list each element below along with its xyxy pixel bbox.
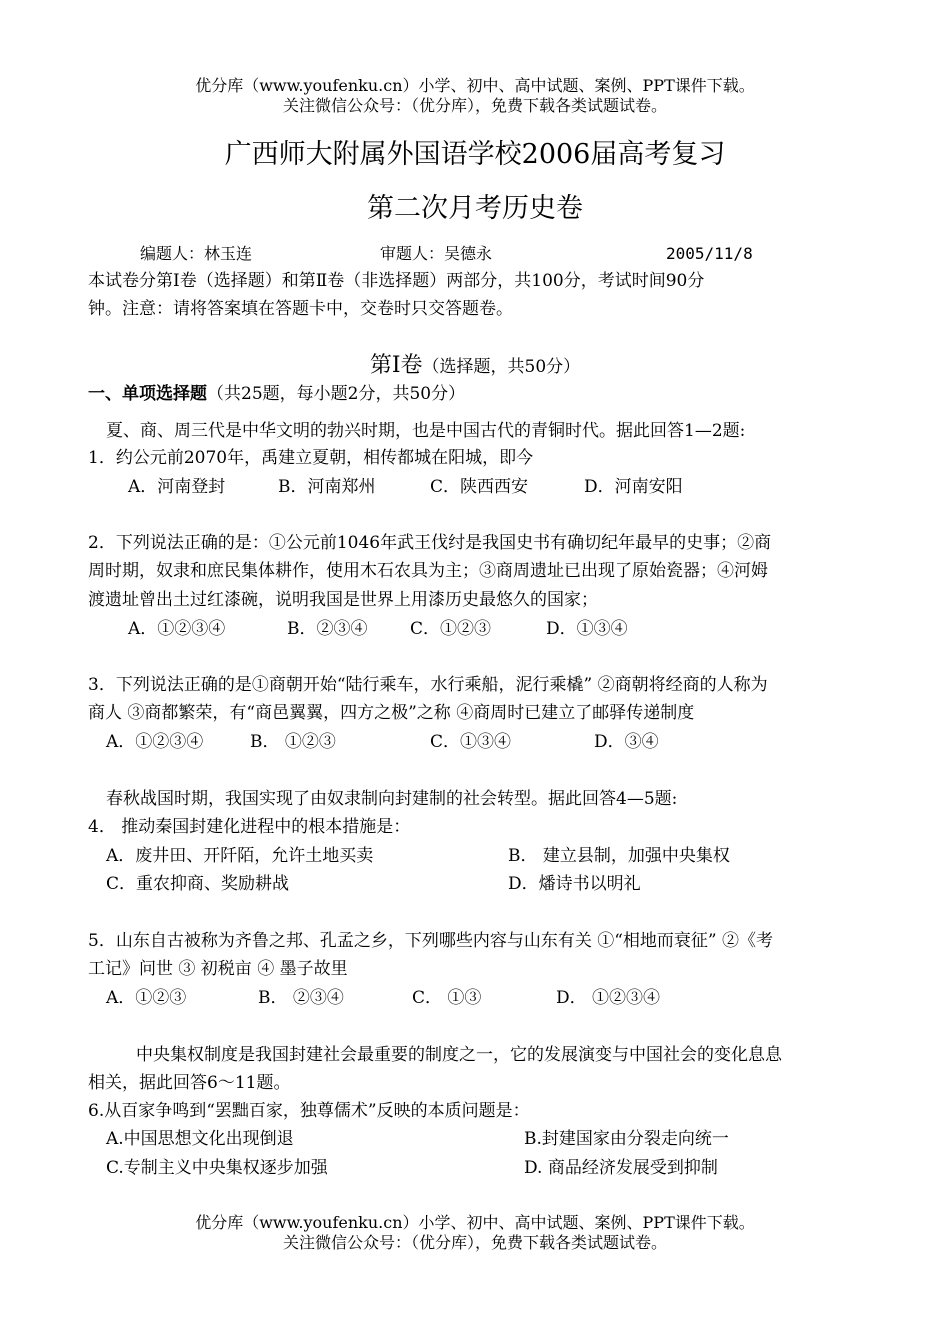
question-4-stem: 4． 推动秦国封建化进程中的根本措施是： xyxy=(88,817,411,837)
header-line-1: 优分库（www.youfenku.cn）小学、初中、高中试题、案例、PPT课件下载。 xyxy=(195,76,755,95)
part-title-note: （共25题，每小题2分，共50分） xyxy=(207,384,466,404)
question-6-option-c: C.专制主义中央集权逐步加强 xyxy=(106,1158,328,1178)
question-6-option-a: A.中国思想文化出现倒退 xyxy=(106,1129,294,1149)
question-2-option-a: A．①②③④ xyxy=(128,619,226,639)
question-2-option-b: B．②③④ xyxy=(287,619,368,639)
question-1-stem: 1．约公元前2070年，禹建立夏朝，相传都城在阳城，即今 xyxy=(88,448,534,468)
question-2-option-c: C．①②③ xyxy=(410,619,492,639)
exam-date: 2005/11/8 xyxy=(666,244,753,263)
question-1-option-c: C．陕西西安 xyxy=(430,477,529,497)
question-5-stem-2: 工记》问世 ③ 初税亩 ④ 墨子故里 xyxy=(88,959,348,979)
question-3-stem-1: 3．下列说法正确的是①商朝开始“陆行乘车，水行乘船，泥行乘橇” ②商朝将经商的人称为 xyxy=(88,675,768,695)
group-intro-1: 夏、商、周三代是中华文明的勃兴时期，也是中国古代的青铜时代。据此回答1—2题: xyxy=(106,421,746,441)
exam-title: 广西师大附属外国语学校2006届高考复习 xyxy=(224,139,726,170)
question-4-option-c: C．重农抑商、奖励耕战 xyxy=(106,874,290,894)
question-5-option-b: B． ②③④ xyxy=(258,988,344,1008)
question-6-option-d: D. 商品经济发展受到抑制 xyxy=(524,1158,718,1178)
question-6-option-b: B.封建国家由分裂走向统一 xyxy=(524,1129,729,1149)
intro-line-1: 本试卷分第Ⅰ卷（选择题）和第Ⅱ卷（非选择题）两部分，共100分，考试时间90分 xyxy=(88,271,705,291)
question-2-stem-3: 渡遗址曾出土过红漆碗，说明我国是世界上用漆历史最悠久的国家； xyxy=(88,590,598,610)
question-1-option-b: B．河南郑州 xyxy=(278,477,376,497)
question-5-stem-1: 5．山东自古被称为齐鲁之邦、孔孟之乡，下列哪些内容与山东有关 ①“相地而衰征” ②《考 xyxy=(88,931,774,951)
question-3-option-a: A．①②③④ xyxy=(106,732,204,752)
question-4-option-b: B． 建立县制，加强中央集权 xyxy=(508,846,730,866)
section-heading xyxy=(0,352,950,381)
part-title xyxy=(88,383,465,405)
group-intro-3-line-1: 中央集权制度是我国封建社会最重要的制度之一，它的发展演变与中国社会的变化息息 xyxy=(136,1045,782,1065)
group-intro-3-line-2: 相关，据此回答6～11题。 xyxy=(88,1073,291,1093)
question-2-stem-1: 2．下列说法正确的是：①公元前1046年武王伐纣是我国史书有确切纪年最早的史事；②商 xyxy=(88,533,772,553)
part-title-text: 一、单项选择题 xyxy=(88,384,207,404)
question-2-stem-2: 周时期，奴隶和庶民集体耕作，使用木石农具为主；③商周遗址已出现了原始瓷器；④河姆 xyxy=(88,561,768,581)
intro-line-2: 钟。注意：请将答案填在答题卡中，交卷时只交答题卷。 xyxy=(88,299,513,319)
question-5-option-d: D． ①②③④ xyxy=(556,988,661,1008)
question-1-option-d: D．河南安阳 xyxy=(584,477,683,497)
reviewer-label: 审题人：吴德永 xyxy=(380,244,493,263)
question-3-option-c: C．①③④ xyxy=(430,732,512,752)
editor-label: 编题人：林玉连 xyxy=(140,244,253,263)
exam-subtitle: 第二次月考历史卷 xyxy=(367,193,583,224)
section-heading-text: 第Ⅰ卷 xyxy=(369,353,423,378)
question-3-option-d: D．③④ xyxy=(594,732,659,752)
question-4-option-d: D．燔诗书以明礼 xyxy=(508,874,641,894)
footer-line-2: 关注微信公众号：（优分库），免费下载各类试题试卷。 xyxy=(282,1233,667,1252)
question-3-option-b: B． ①②③ xyxy=(250,732,336,752)
group-intro-2: 春秋战国时期，我国实现了由奴隶制向封建制的社会转型。据此回答4—5题: xyxy=(106,789,678,809)
question-5-option-a: A．①②③ xyxy=(106,988,187,1008)
question-2-option-d: D．①③④ xyxy=(546,619,628,639)
question-4-option-a: A．废井田、开阡陌，允许土地买卖 xyxy=(106,846,374,866)
question-6-stem: 6.从百家争鸣到“罢黜百家，独尊儒术”反映的本质问题是： xyxy=(88,1101,530,1121)
question-1-option-a: A．河南登封 xyxy=(128,477,226,497)
question-5-option-c: C． ①③ xyxy=(412,988,482,1008)
section-heading-note: （选择题，共50分） xyxy=(422,357,581,377)
question-3-stem-2: 商人 ③商都繁荣，有“商邑翼翼，四方之极”之称 ④商周时已建立了邮驿传递制度 xyxy=(88,703,695,723)
footer-line-1: 优分库（www.youfenku.cn）小学、初中、高中试题、案例、PPT课件下载。 xyxy=(195,1213,755,1232)
header-line-2: 关注微信公众号：（优分库），免费下载各类试题试卷。 xyxy=(282,96,667,115)
